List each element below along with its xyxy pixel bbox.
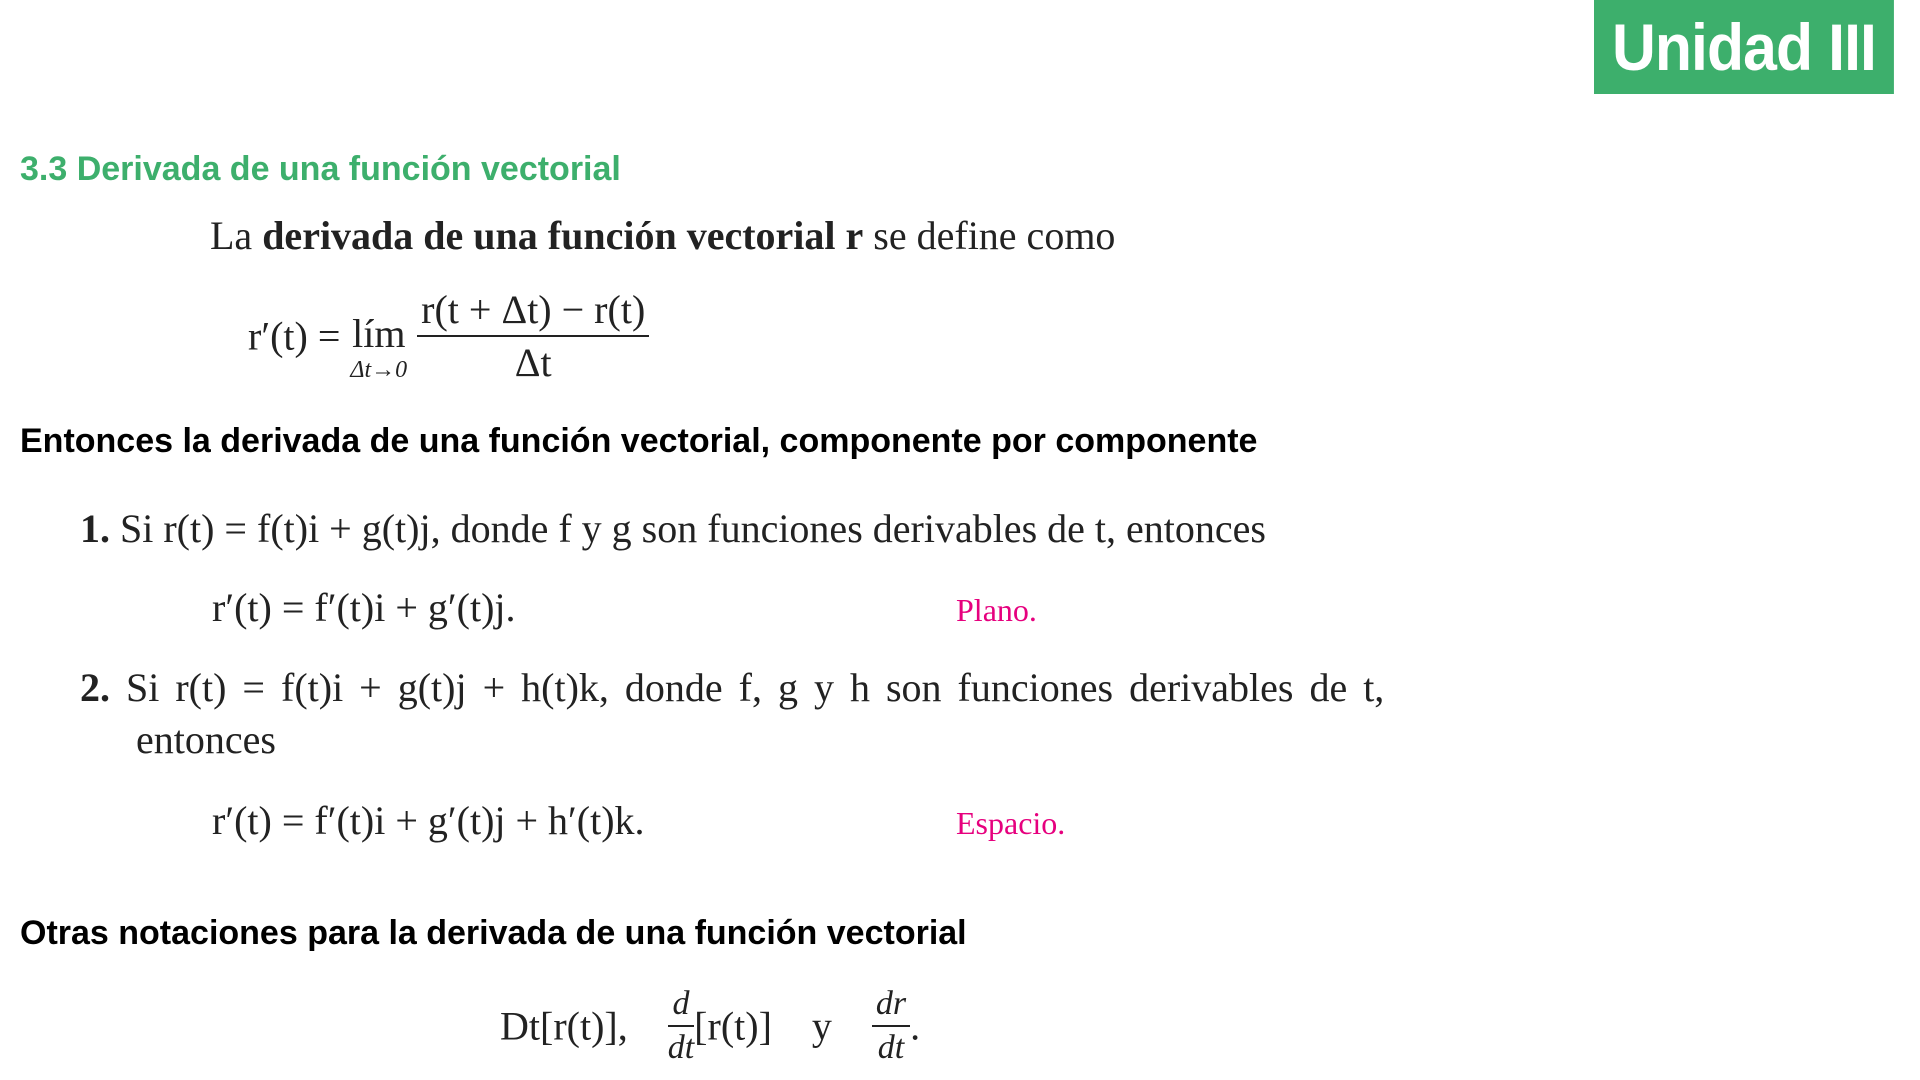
item2-continuation: entonces (136, 717, 276, 762)
notation-formulas (500, 985, 920, 1067)
intro-prefix: La (210, 213, 263, 258)
space-note: Espacio. (956, 805, 1066, 841)
definition-lhs: r′(t) = (248, 313, 341, 359)
notation-d-den: dt (667, 1029, 695, 1066)
notation-heading: Otras notaciones para la derivada de una función vectorial (20, 914, 967, 952)
item1-number: 1. (80, 506, 110, 551)
item1-text: Si r(t) = f(t)i + g(t)j, donde f y g son funciones derivables de t, entonces (120, 506, 1266, 551)
unit-badge: Unidad III (1594, 0, 1894, 94)
limit-subscript: Δt→0 (350, 356, 408, 383)
definition-denominator: Δt (514, 340, 552, 385)
intro-line (210, 212, 1115, 259)
component-heading: Entonces la derivada de una función vectorial, componente por componente (20, 422, 1258, 460)
item2-line (80, 664, 1384, 711)
notation-connector: y (811, 1003, 832, 1049)
definition-formula (248, 286, 649, 386)
item2-number: 2. (80, 665, 110, 710)
definition-fraction (417, 286, 649, 386)
item1-formula: r′(t) = f′(t)i + g′(t)j. (212, 585, 516, 630)
notation-d-num: d (668, 985, 694, 1027)
notation-d-arg: [r(t)] (694, 1003, 772, 1049)
definition-numerator: r(t + Δt) − r(t) (417, 286, 649, 337)
item2-formula: r′(t) = f′(t)i + g′(t)j + h′(t)k. (212, 798, 645, 843)
notation-dr-dt (872, 985, 910, 1067)
notation-dr-den: dt (877, 1029, 905, 1066)
intro-bold: derivada de una función vectorial (262, 213, 836, 258)
limit (350, 310, 407, 383)
notation-dt: Dt[r(t)], (500, 1003, 628, 1049)
plane-note: Plano. (956, 592, 1037, 628)
item2-text: Si r(t) = f(t)i + g(t)j + h(t)k, donde f, g y h son funciones derivables de t, (126, 665, 1385, 710)
limit-word: lím (352, 310, 406, 356)
notation-dr-num: dr (872, 985, 910, 1027)
intro-vector: r (845, 213, 864, 258)
notation-end: . (910, 1003, 921, 1049)
section-title: 3.3 Derivada de una función vectorial (20, 150, 621, 188)
notation-d-dt (668, 985, 694, 1067)
intro-suffix: se define como (863, 213, 1116, 258)
item1-line (80, 505, 1266, 552)
